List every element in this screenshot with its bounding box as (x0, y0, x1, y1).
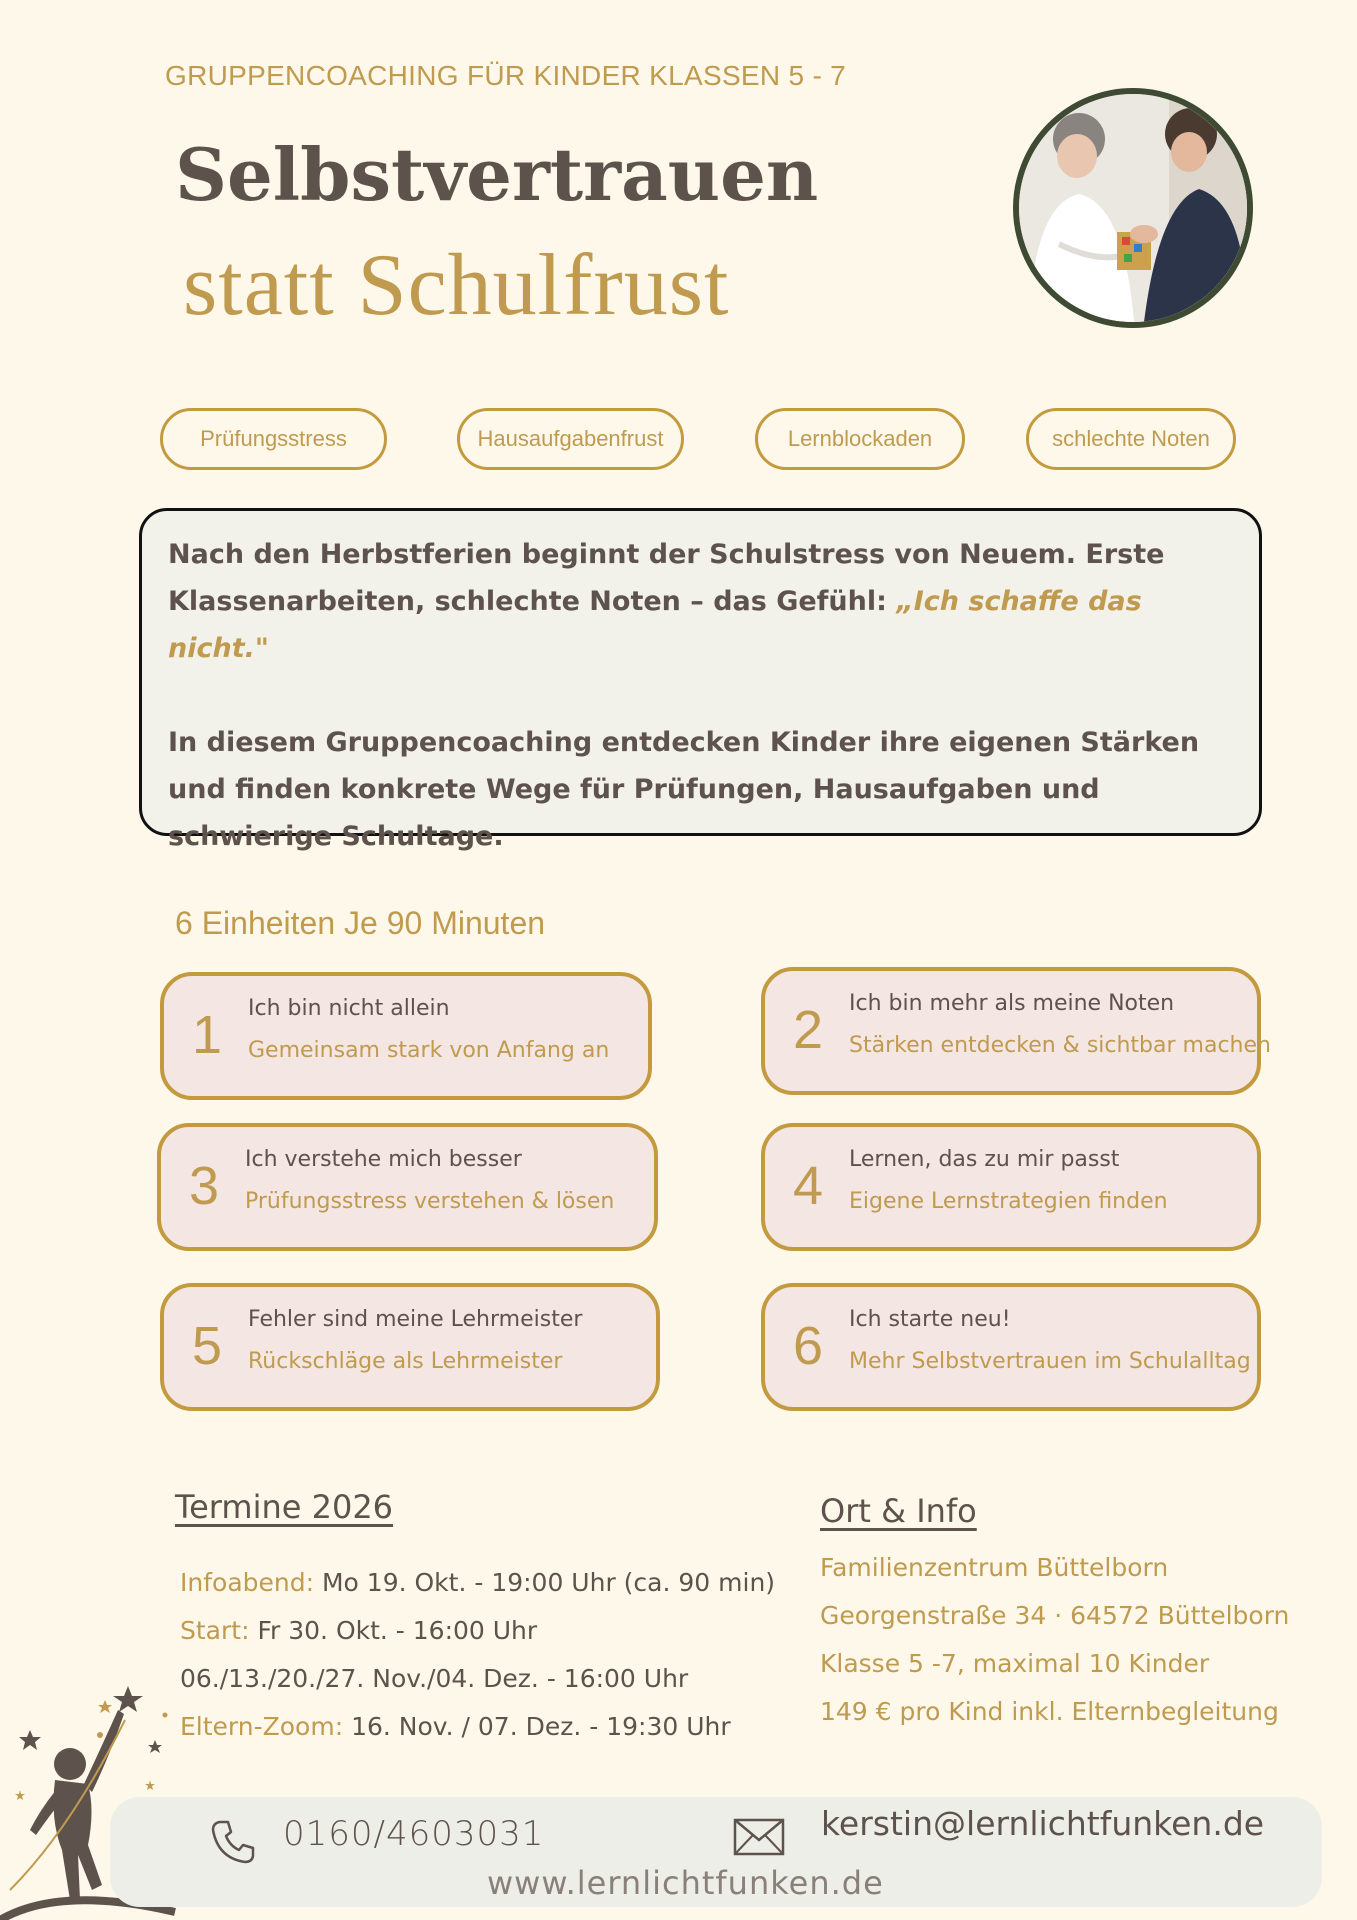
coach-photo (1013, 88, 1253, 328)
ort-line-4: 149 € pro Kind inkl. Elternbegleitung (820, 1697, 1279, 1726)
session-title: Ich verstehe mich besser (245, 1147, 522, 1172)
termine-heading: Termine 2026 (175, 1488, 394, 1526)
termine-value: 16. Nov. / 07. Dez. - 19:30 Uhr (343, 1712, 731, 1741)
mail-icon (733, 1818, 785, 1856)
termine-label: Infoabend: (180, 1568, 315, 1597)
session-card-4 (761, 1123, 1261, 1251)
tag-pruefungsstress: Prüfungsstress (160, 408, 387, 470)
coach-child-illustration-icon (1019, 94, 1247, 322)
session-subtitle: Prüfungsstress verstehen & lösen (245, 1189, 615, 1214)
session-subtitle: Rückschläge als Lehrmeister (248, 1349, 563, 1374)
units-heading: 6 Einheiten Je 90 Minuten (175, 905, 546, 941)
session-card-5 (160, 1283, 660, 1411)
termine-infoabend (180, 1568, 775, 1597)
session-number: 6 (793, 1316, 824, 1376)
website-link[interactable]: www.lernlichtfunken.de (487, 1864, 884, 1902)
session-number: 1 (192, 1005, 223, 1065)
session-number: 3 (189, 1156, 220, 1216)
intro-quote: „Ich schaffe das nicht." (168, 586, 1142, 664)
ort-heading: Ort & Info (820, 1492, 977, 1530)
ort-line-2: Georgenstraße 34 · 64572 Büttelborn (820, 1601, 1290, 1630)
eyebrow-heading: GRUPPENCOACHING FÜR KINDER KLASSEN 5 - 7 (165, 60, 847, 91)
session-card-6 (761, 1283, 1261, 1411)
session-title: Ich bin nicht allein (248, 996, 450, 1021)
session-title: Fehler sind meine Lehrmeister (248, 1307, 583, 1332)
page-title: Selbstvertrauen (175, 132, 819, 217)
intro-text-1: Nach den Herbstferien beginnt der Schulstress von Neuem. Erste Klassenarbeiten, schlechte Noten – das Gefühl: (168, 539, 1165, 617)
ort-line-3: Klasse 5 -7, maximal 10 Kinder (820, 1649, 1210, 1678)
termine-dates: 06./13./20./27. Nov./04. Dez. - 16:00 Uhr (180, 1664, 689, 1693)
intro-paragraph-1 (168, 531, 1233, 672)
page-subtitle: statt Schulfrust (183, 237, 730, 334)
termine-label: Start: (180, 1616, 250, 1645)
phone-icon (208, 1816, 258, 1866)
termine-value: Fr 30. Okt. - 16:00 Uhr (249, 1616, 538, 1645)
phone-number[interactable]: 0160/4603031 (283, 1814, 545, 1854)
session-subtitle: Mehr Selbstvertrauen im Schulalltag (849, 1349, 1251, 1374)
session-subtitle: Stärken entdecken & sichtbar machen (849, 1033, 1271, 1058)
termine-value: Mo 19. Okt. - 19:00 Uhr (ca. 90 min) (314, 1568, 776, 1597)
session-number: 5 (192, 1316, 223, 1376)
termine-eltern-zoom (180, 1712, 731, 1741)
session-card-2 (761, 967, 1271, 1095)
tag-lernblockaden: Lernblockaden (755, 408, 965, 470)
session-card-1 (160, 972, 652, 1100)
termine-label: Eltern-Zoom: (180, 1712, 344, 1741)
ort-line-1: Familienzentrum Büttelborn (820, 1553, 1169, 1582)
intro-paragraph-2: In diesem Gruppencoaching entdecken Kinder ihre eigenen Stärken und finden konkrete Wege für Prüfungen, Hausaufgaben und schwierige Schultage. (168, 727, 1200, 852)
session-card-3 (157, 1123, 658, 1251)
session-subtitle: Eigene Lernstrategien finden (849, 1189, 1168, 1214)
session-title: Ich starte neu! (849, 1307, 1011, 1332)
session-number: 4 (793, 1156, 824, 1216)
session-subtitle: Gemeinsam stark von Anfang an (248, 1038, 610, 1063)
intro-box (139, 508, 1262, 852)
email-link[interactable]: kerstin@lernlichtfunken.de (821, 1804, 1265, 1843)
termine-start (180, 1616, 537, 1645)
tag-schlechte-noten: schlechte Noten (1026, 408, 1236, 470)
session-number: 2 (793, 1000, 824, 1060)
session-title: Ich bin mehr als meine Noten (849, 991, 1175, 1016)
tag-hausaufgabenfrust: Hausaufgabenfrust (457, 408, 684, 470)
session-title: Lernen, das zu mir passt (849, 1147, 1120, 1172)
